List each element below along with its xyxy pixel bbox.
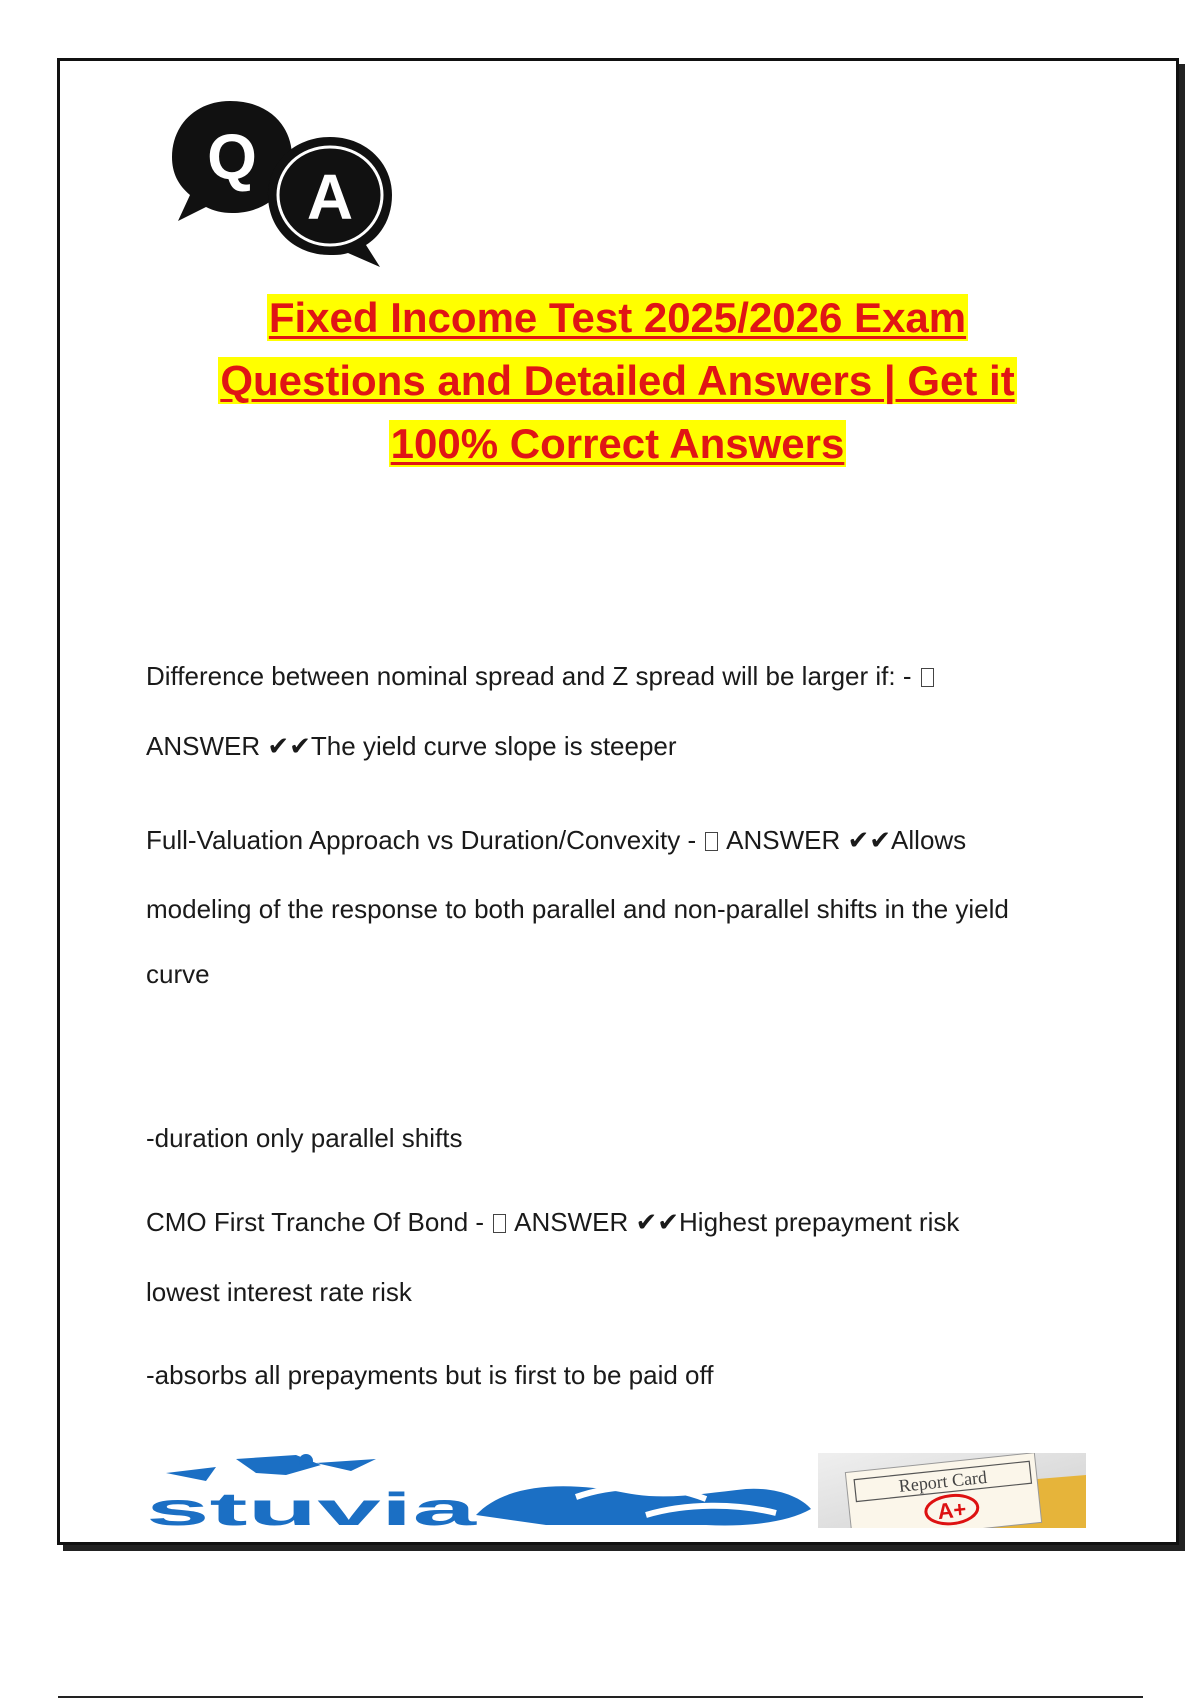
stuvia-runner-logo-icon bbox=[146, 1453, 816, 1528]
answer-2-line-4: -duration only parallel shifts bbox=[146, 1123, 463, 1153]
answer-3-line-3: -absorbs all prepayments but is first to be paid off bbox=[146, 1360, 714, 1390]
qa-speech-bubbles-icon bbox=[170, 95, 400, 270]
q-letter: Q bbox=[207, 121, 257, 193]
answer-2-line-3: curve bbox=[146, 959, 210, 989]
answer-1-line: ANSWER ✔✔The yield curve slope is steeper bbox=[146, 731, 677, 761]
missing-glyph-icon bbox=[705, 832, 718, 851]
answer-3-line-2: lowest interest rate risk bbox=[146, 1277, 412, 1307]
title-line-2: Questions and Detailed Answers | Get it bbox=[220, 357, 1015, 404]
missing-glyph-icon bbox=[493, 1214, 506, 1233]
bottom-rule bbox=[58, 1696, 1143, 1698]
report-card-icon bbox=[818, 1453, 1086, 1528]
report-card-text: Report Card bbox=[897, 1466, 988, 1497]
title-line-3: 100% Correct Answers bbox=[390, 420, 845, 467]
question-2-line-1: Full-Valuation Approach vs Duration/Convexity - ANSWER ✔✔Allows bbox=[146, 825, 967, 855]
answer-2-line-2: modeling of the response to both parallel and non-parallel shifts in the yield bbox=[146, 894, 1009, 924]
grade-text: A+ bbox=[936, 1496, 968, 1525]
banner-text: stuvia bbox=[146, 1483, 478, 1528]
title-line-1: Fixed Income Test 2025/2026 Exam bbox=[268, 294, 967, 341]
a-letter: A bbox=[306, 161, 354, 233]
document-title bbox=[120, 286, 1115, 475]
question-1-line-1: Difference between nominal spread and Z spread will be larger if: - bbox=[146, 660, 936, 692]
question-3-line-1: CMO First Tranche Of Bond - ANSWER ✔✔Highest prepayment risk bbox=[146, 1207, 960, 1237]
page-frame bbox=[57, 58, 1179, 1545]
missing-glyph-icon bbox=[921, 668, 934, 687]
